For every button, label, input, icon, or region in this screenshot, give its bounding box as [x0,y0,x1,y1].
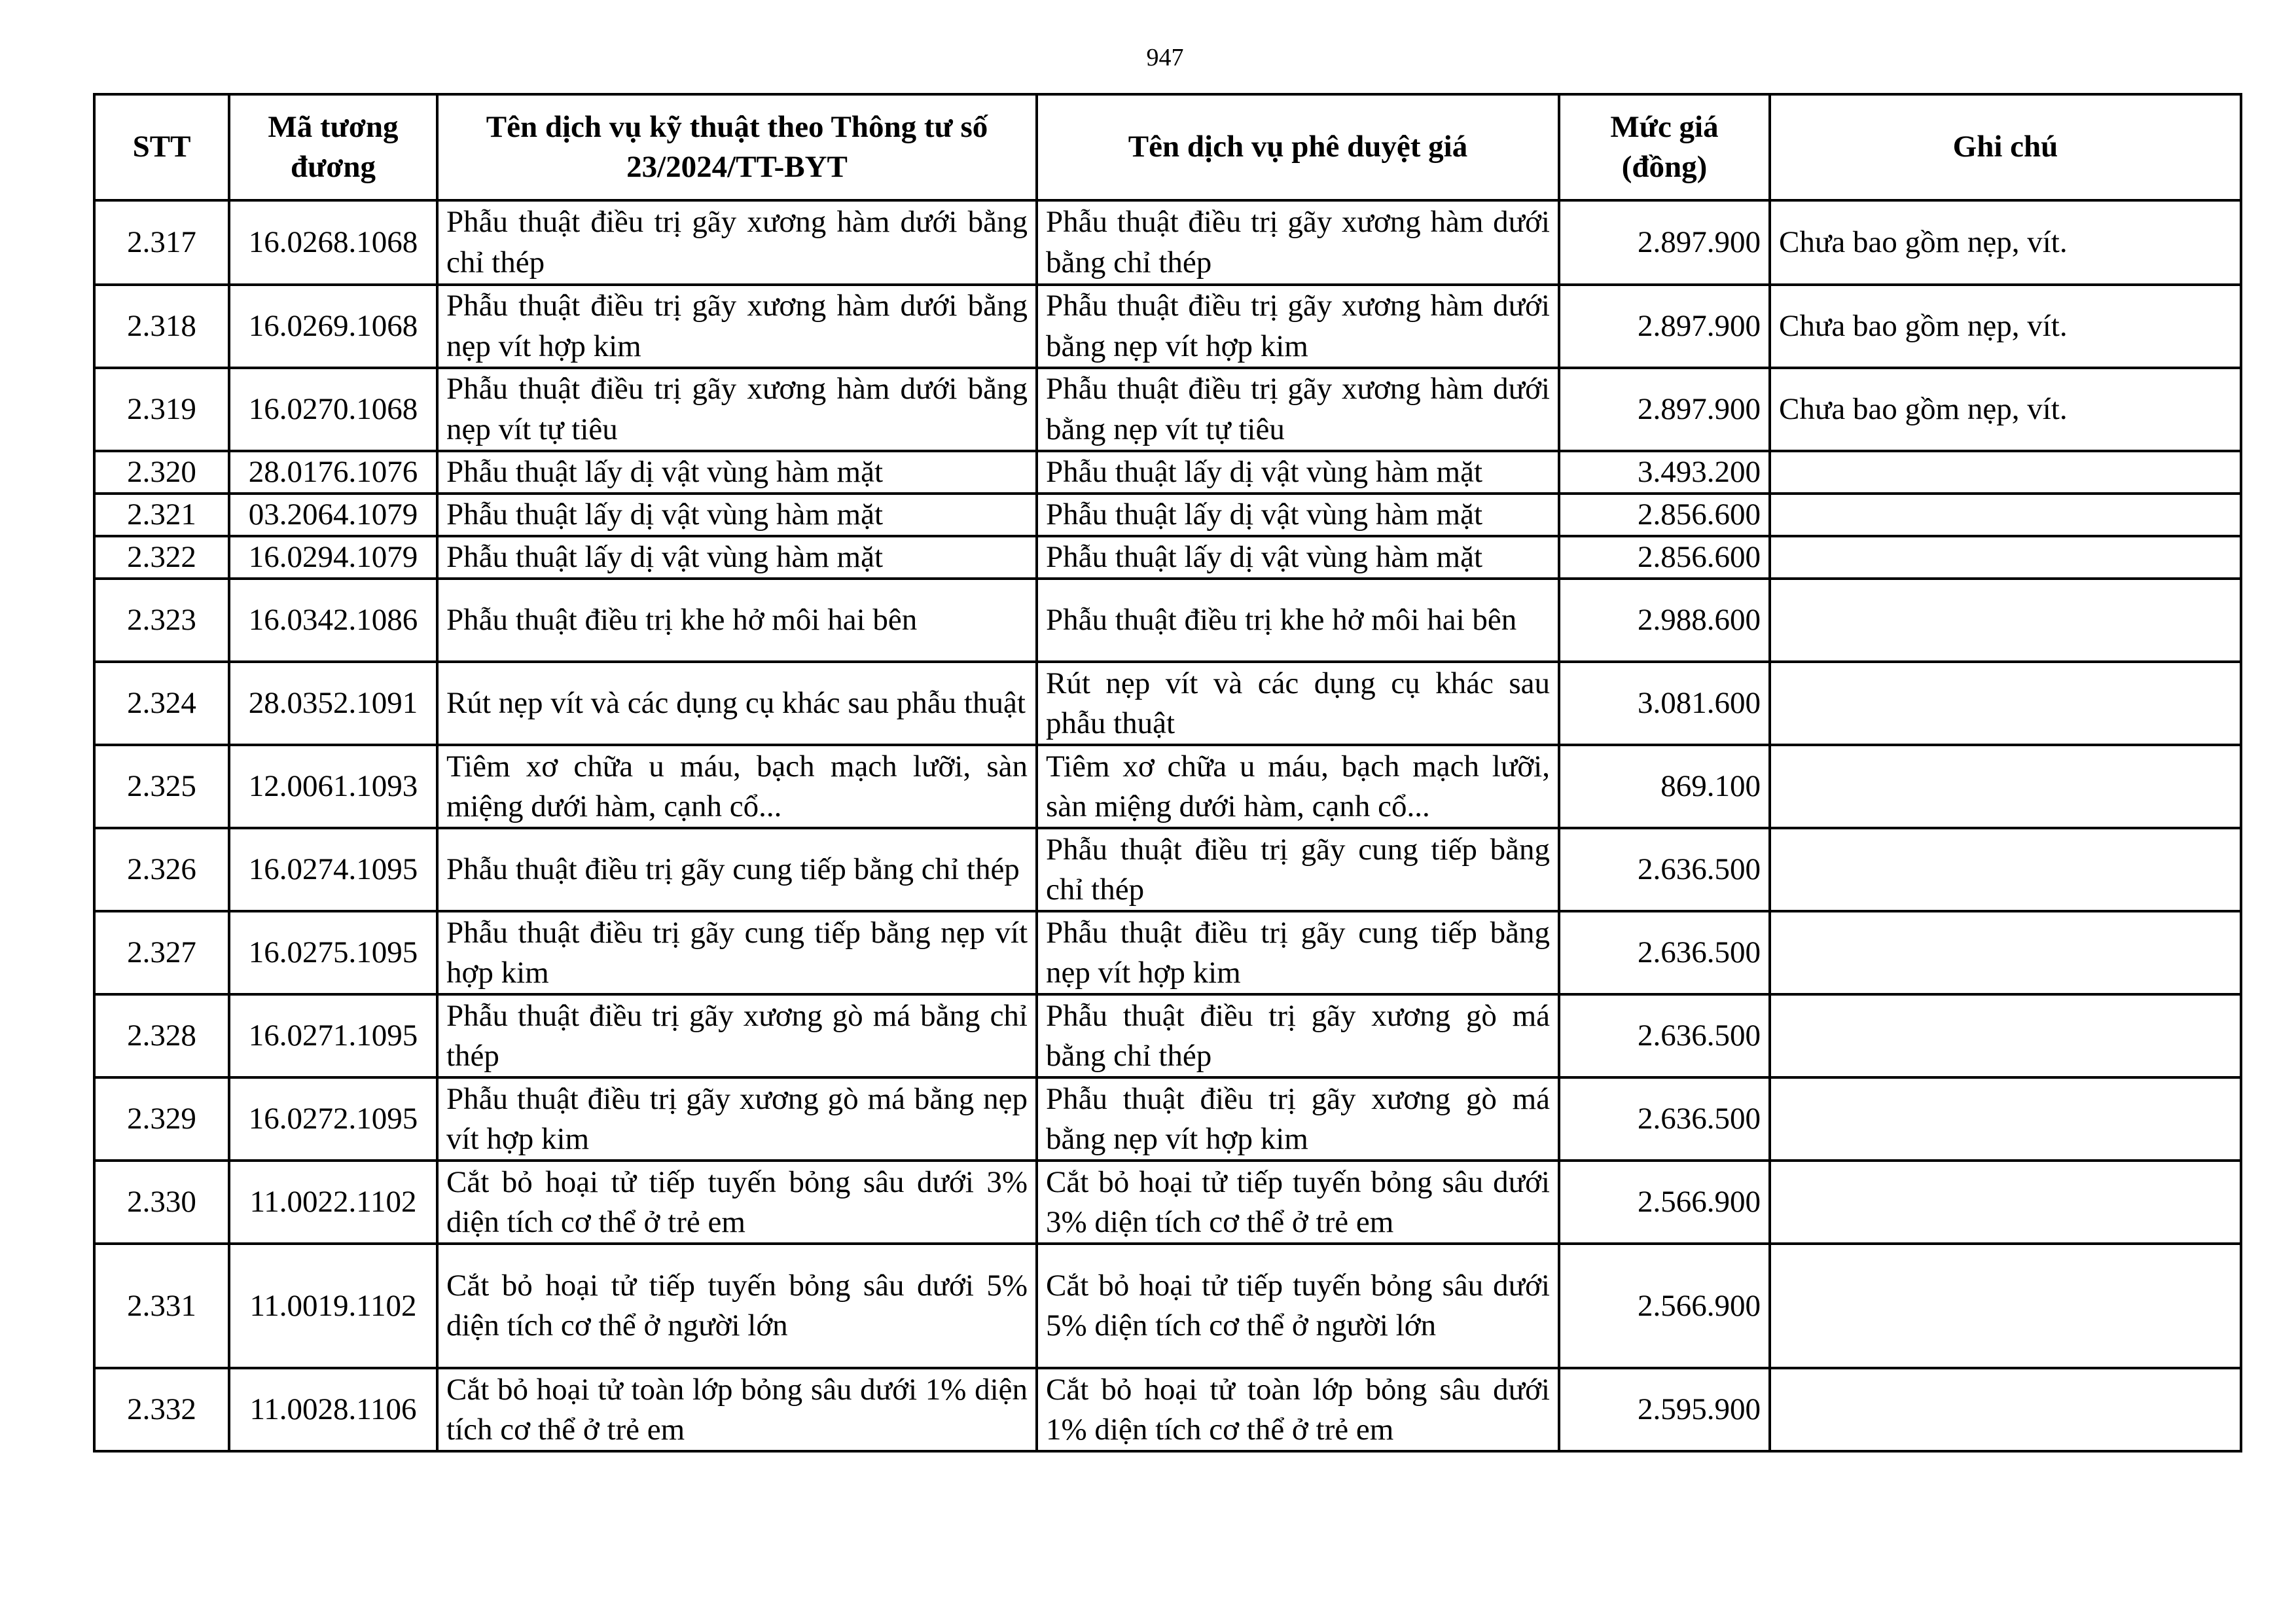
row-technical-name: Phẫu thuật điều trị gãy xương hàm dưới bằng nẹp vít hợp kim [437,285,1037,368]
row-stt: 2.327 [94,911,229,994]
header-note: Ghi chú [1770,94,2241,200]
row-price: 2.856.600 [1559,494,1770,536]
row-approved-name: Phẫu thuật điều trị gãy cung tiếp bằng chỉ thép [1037,828,1559,911]
row-stt: 2.321 [94,494,229,536]
table-row [94,579,2241,662]
row-code: 28.0352.1091 [229,662,437,745]
row-approved-name: Phẫu thuật điều trị khe hở môi hai bên [1037,579,1559,662]
row-price: 2.856.600 [1559,536,1770,579]
row-code: 16.0271.1095 [229,994,437,1077]
table-row [94,662,2241,745]
table-row [94,911,2241,994]
row-approved-name: Phẫu thuật điều trị gãy xương hàm dưới bằng chỉ thép [1037,200,1559,285]
table-row [94,451,2241,494]
row-approved-name: Phẫu thuật lấy dị vật vùng hàm mặt [1037,451,1559,494]
row-note [1770,1244,2241,1368]
row-code: 16.0268.1068 [229,200,437,285]
row-code: 16.0342.1086 [229,579,437,662]
row-price: 3.493.200 [1559,451,1770,494]
row-note [1770,662,2241,745]
table-row [94,536,2241,579]
table-header-row [94,94,2241,200]
row-technical-name: Cắt bỏ hoại tử tiếp tuyến bỏng sâu dưới 5% diện tích cơ thể ở người lớn [437,1244,1037,1368]
row-price: 869.100 [1559,745,1770,828]
row-technical-name: Phẫu thuật điều trị gãy xương hàm dưới bằng chỉ thép [437,200,1037,285]
row-price: 2.636.500 [1559,994,1770,1077]
row-price: 2.566.900 [1559,1244,1770,1368]
row-code: 11.0019.1102 [229,1244,437,1368]
header-technical-name: Tên dịch vụ kỹ thuật theo Thông tư số 23/2024/TT-BYT [437,94,1037,200]
row-technical-name: Phẫu thuật điều trị khe hở môi hai bên [437,579,1037,662]
row-stt: 2.319 [94,368,229,451]
row-note [1770,828,2241,911]
row-price: 2.566.900 [1559,1161,1770,1244]
row-technical-name: Phẫu thuật điều trị gãy xương hàm dưới bằng nẹp vít tự tiêu [437,368,1037,451]
row-stt: 2.320 [94,451,229,494]
row-approved-name: Phẫu thuật điều trị gãy xương hàm dưới bằng nẹp vít tự tiêu [1037,368,1559,451]
row-stt: 2.325 [94,745,229,828]
page-number: 947 [1146,44,1184,71]
row-stt: 2.329 [94,1077,229,1161]
row-approved-name: Phẫu thuật lấy dị vật vùng hàm mặt [1037,536,1559,579]
row-note: Chưa bao gồm nẹp, vít. [1770,200,2241,285]
row-price: 2.988.600 [1559,579,1770,662]
row-note: Chưa bao gồm nẹp, vít. [1770,368,2241,451]
table-row [94,1368,2241,1451]
row-price: 2.595.900 [1559,1368,1770,1451]
row-note [1770,911,2241,994]
row-code: 16.0272.1095 [229,1077,437,1161]
row-code: 11.0022.1102 [229,1161,437,1244]
row-approved-name: Phẫu thuật điều trị gãy cung tiếp bằng nẹp vít hợp kim [1037,911,1559,994]
row-technical-name: Phẫu thuật lấy dị vật vùng hàm mặt [437,494,1037,536]
row-approved-name: Cắt bỏ hoại tử tiếp tuyến bỏng sâu dưới 3% diện tích cơ thể ở trẻ em [1037,1161,1559,1244]
row-technical-name: Phẫu thuật lấy dị vật vùng hàm mặt [437,536,1037,579]
row-stt: 2.323 [94,579,229,662]
row-technical-name: Tiêm xơ chữa u máu, bạch mạch lưỡi, sàn miệng dưới hàm, cạnh cổ... [437,745,1037,828]
table-row [94,1077,2241,1161]
row-note [1770,994,2241,1077]
table-row [94,494,2241,536]
row-note [1770,494,2241,536]
row-technical-name: Phẫu thuật điều trị gãy cung tiếp bằng nẹp vít hợp kim [437,911,1037,994]
table-row [94,828,2241,911]
row-price: 2.897.900 [1559,368,1770,451]
row-price: 2.897.900 [1559,200,1770,285]
header-code: Mã tương đương [229,94,437,200]
row-stt: 2.324 [94,662,229,745]
row-stt: 2.331 [94,1244,229,1368]
row-approved-name: Phẫu thuật điều trị gãy xương gò má bằng nẹp vít hợp kim [1037,1077,1559,1161]
row-note: Chưa bao gồm nẹp, vít. [1770,285,2241,368]
row-approved-name: Cắt bỏ hoại tử toàn lớp bỏng sâu dưới 1% diện tích cơ thể ở trẻ em [1037,1368,1559,1451]
row-code: 16.0274.1095 [229,828,437,911]
table-row [94,368,2241,451]
row-code: 16.0275.1095 [229,911,437,994]
row-approved-name: Cắt bỏ hoại tử tiếp tuyến bỏng sâu dưới 5% diện tích cơ thể ở người lớn [1037,1244,1559,1368]
row-technical-name: Phẫu thuật điều trị gãy cung tiếp bằng chỉ thép [437,828,1037,911]
row-price: 3.081.600 [1559,662,1770,745]
row-note [1770,745,2241,828]
header-stt: STT [94,94,229,200]
table-row [94,745,2241,828]
row-note [1770,1077,2241,1161]
row-approved-name: Tiêm xơ chữa u máu, bạch mạch lưỡi, sàn miệng dưới hàm, cạnh cổ... [1037,745,1559,828]
table-row [94,994,2241,1077]
row-price: 2.897.900 [1559,285,1770,368]
row-stt: 2.317 [94,200,229,285]
row-code: 28.0176.1076 [229,451,437,494]
row-stt: 2.330 [94,1161,229,1244]
row-note [1770,451,2241,494]
row-technical-name: Cắt bỏ hoại tử tiếp tuyến bỏng sâu dưới 3% diện tích cơ thể ở trẻ em [437,1161,1037,1244]
row-stt: 2.318 [94,285,229,368]
header-approved-name: Tên dịch vụ phê duyệt giá [1037,94,1559,200]
row-code: 16.0294.1079 [229,536,437,579]
row-technical-name: Rút nẹp vít và các dụng cụ khác sau phẫu thuật [437,662,1037,745]
row-technical-name: Phẫu thuật điều trị gãy xương gò má bằng nẹp vít hợp kim [437,1077,1037,1161]
row-code: 12.0061.1093 [229,745,437,828]
row-approved-name: Phẫu thuật điều trị gãy xương hàm dưới bằng nẹp vít hợp kim [1037,285,1559,368]
row-approved-name: Rút nẹp vít và các dụng cụ khác sau phẫu thuật [1037,662,1559,745]
service-price-table [93,93,2242,1453]
row-approved-name: Phẫu thuật lấy dị vật vùng hàm mặt [1037,494,1559,536]
row-price: 2.636.500 [1559,828,1770,911]
row-code: 16.0269.1068 [229,285,437,368]
row-stt: 2.332 [94,1368,229,1451]
header-price: Mức giá (đồng) [1559,94,1770,200]
table-row [94,200,2241,285]
row-price: 2.636.500 [1559,1077,1770,1161]
row-note [1770,1161,2241,1244]
row-code: 03.2064.1079 [229,494,437,536]
row-stt: 2.326 [94,828,229,911]
row-technical-name: Cắt bỏ hoại tử toàn lớp bỏng sâu dưới 1% diện tích cơ thể ở trẻ em [437,1368,1037,1451]
table-body [94,200,2241,1451]
row-code: 16.0270.1068 [229,368,437,451]
row-price: 2.636.500 [1559,911,1770,994]
row-note [1770,536,2241,579]
row-approved-name: Phẫu thuật điều trị gãy xương gò má bằng chỉ thép [1037,994,1559,1077]
row-note [1770,1368,2241,1451]
row-stt: 2.328 [94,994,229,1077]
table-row [94,1161,2241,1244]
row-code: 11.0028.1106 [229,1368,437,1451]
row-technical-name: Phẫu thuật lấy dị vật vùng hàm mặt [437,451,1037,494]
row-technical-name: Phẫu thuật điều trị gãy xương gò má bằng chỉ thép [437,994,1037,1077]
table-row [94,285,2241,368]
row-note [1770,579,2241,662]
table-row [94,1244,2241,1368]
row-stt: 2.322 [94,536,229,579]
